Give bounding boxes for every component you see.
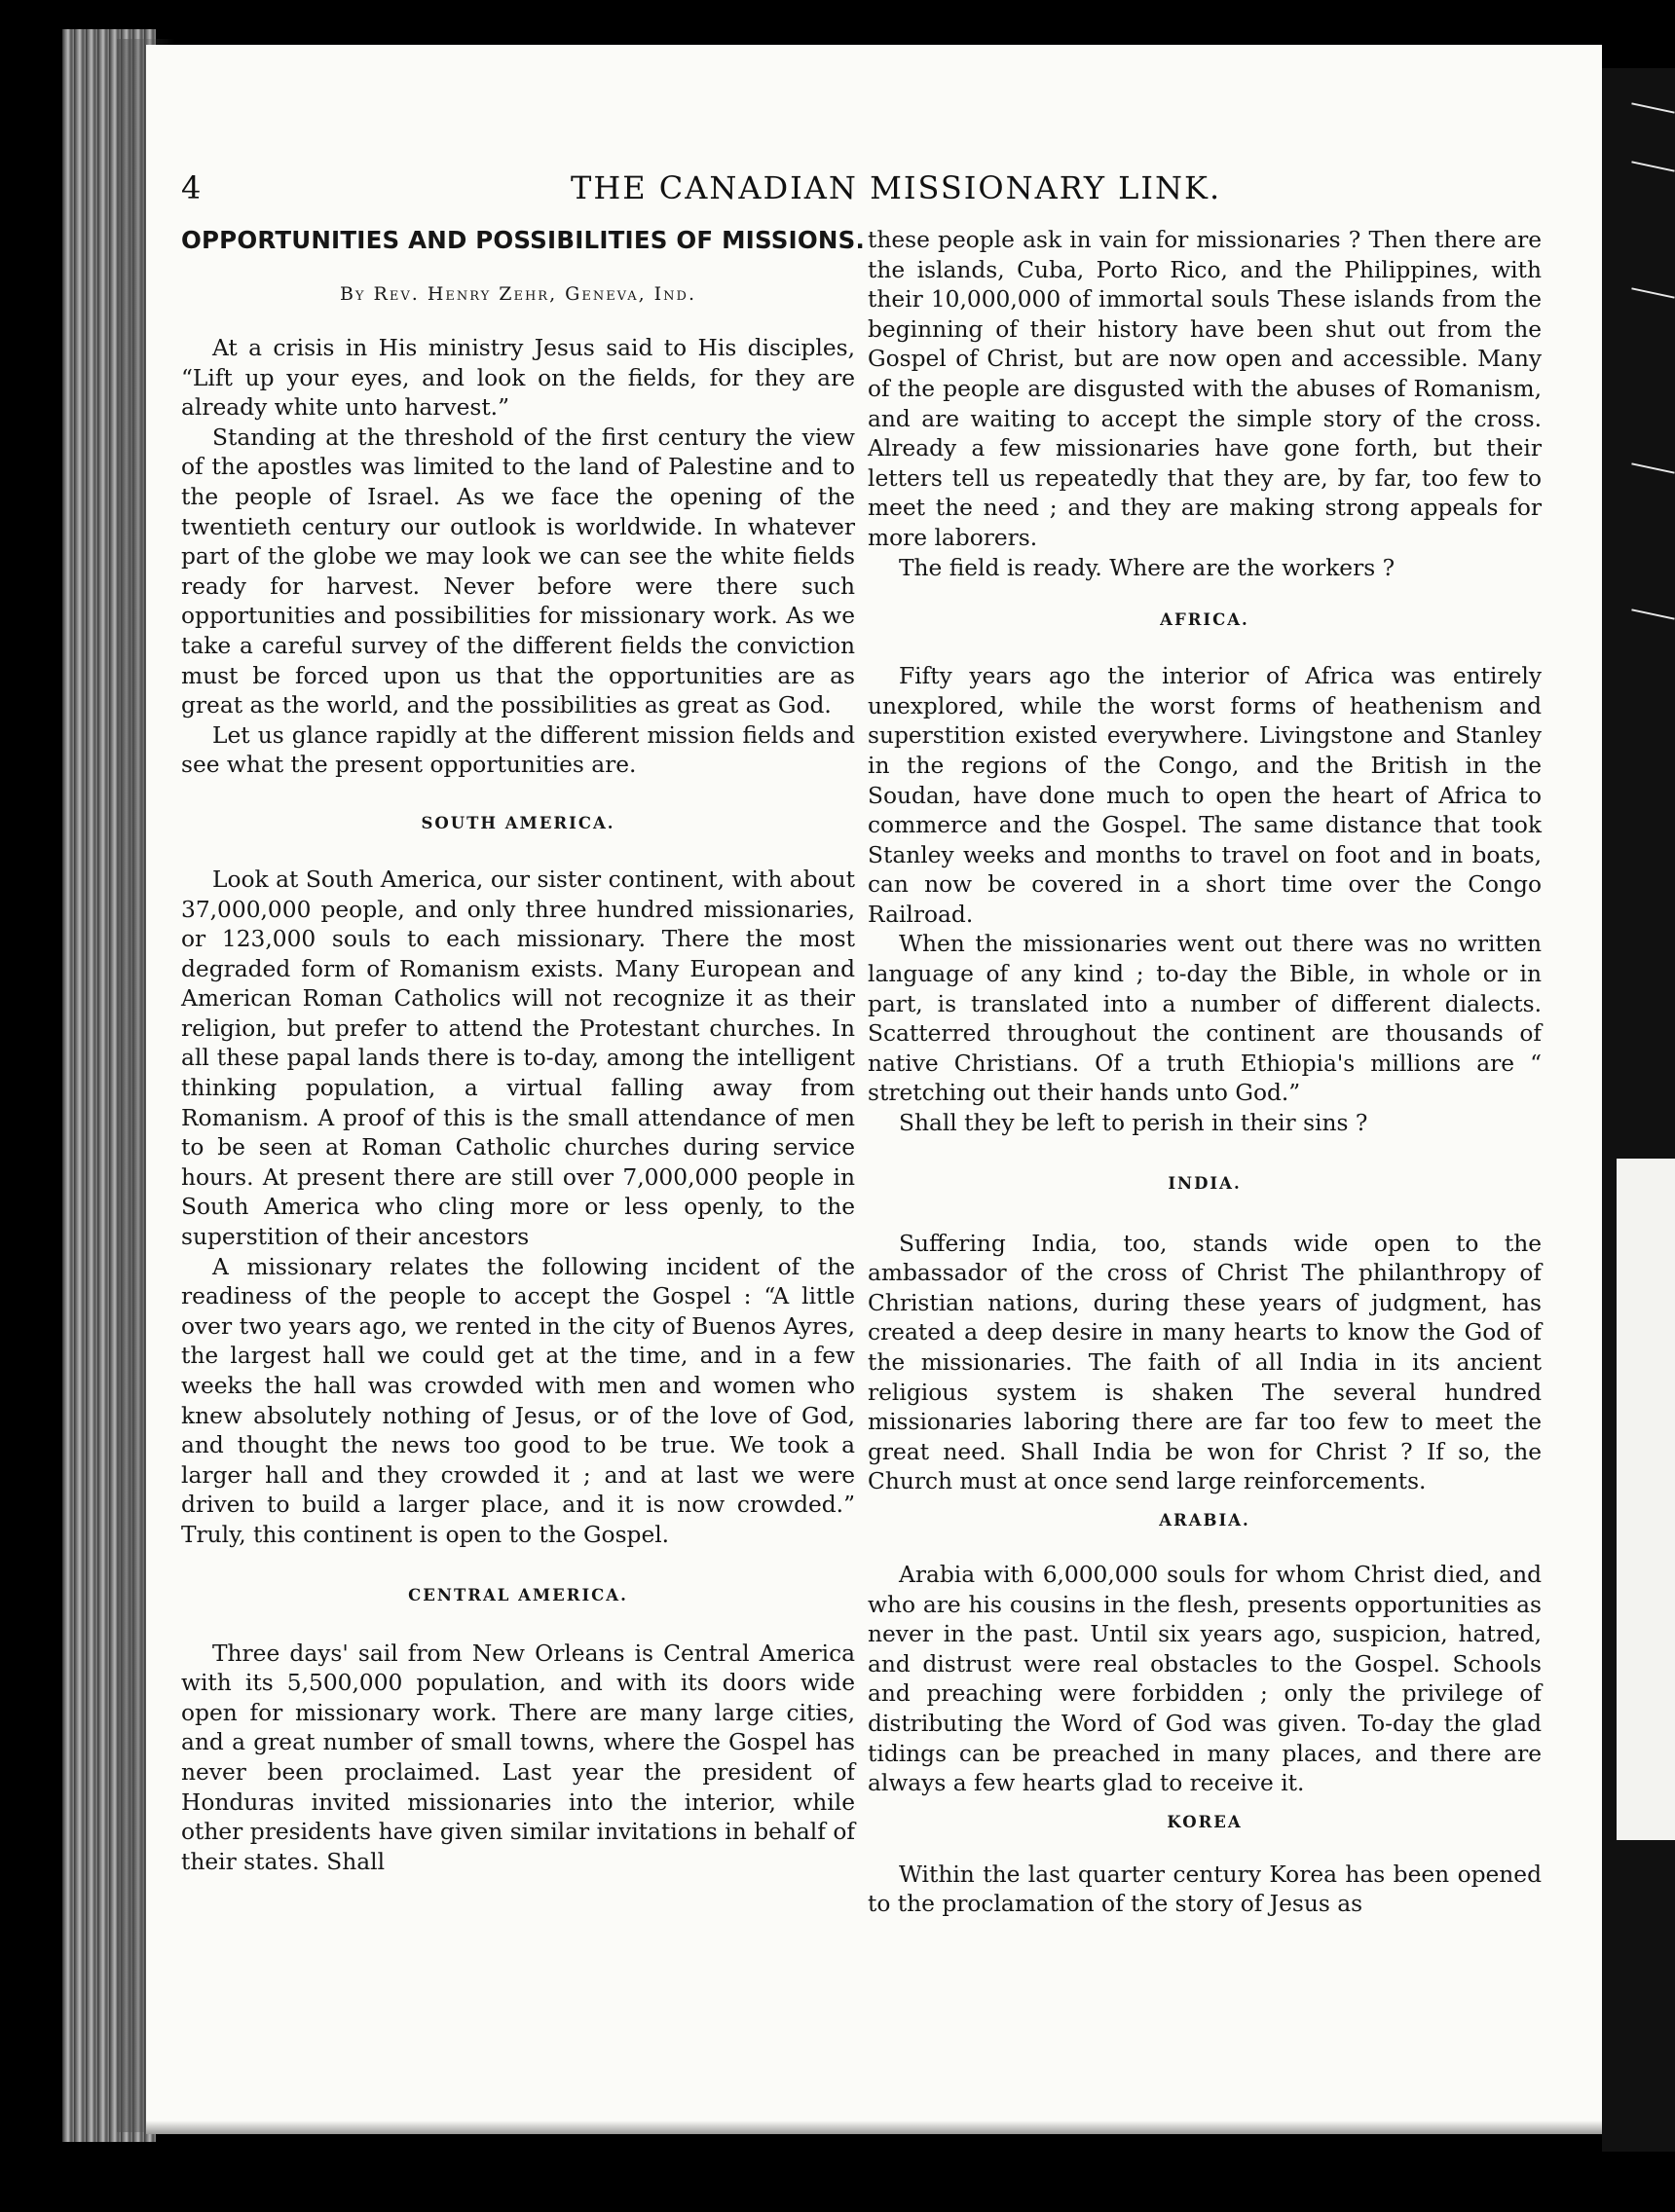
section-heading-south-america: SOUTH AMERICA. [421, 813, 615, 832]
article-byline: By Rev. Henry Zehr, Geneva, Ind. [339, 283, 697, 305]
section-heading-india: INDIA. [1168, 1173, 1242, 1193]
intro-paragraph-1: At a crisis in His ministry Jesus said to His disciples, “Lift up your eyes, and look on the fields, for they are already white unto harvest.” [181, 335, 855, 422]
running-head [181, 169, 1545, 218]
intro-paragraph-3: Let us glance rapidly at the different mission fields and see what the present opportunities are. [181, 721, 855, 779]
south-america-paragraph-2: A missionary relates the following incident of the readiness of the people to accept the Gospel : “A little over two years ago, we rented in the city of Buenos Ayres, the largest hall we could get at the time, and in a few weeks the hall was crowded with men and women who knew absolutely nothing of Jesus, or of the love of God, and thought the news too good to be true. We took a larger hall and they crowded it ; and at last we were driven to build a larger place, and it is now crowded.” Truly, this continent is open to the Gospel. [181, 1253, 855, 1548]
india-paragraph-1: Suffering India, too, stands wide open to the ambassador of the cross of Christ The philanthropy of Christian nations, during these years of judgment, has created a deep desire in many hearts to know the God of the missionaries. The faith of all India in its ancient religious system is shaken The several hundred missionaries laboring there are far too few to meet the great need. Shall India be won for Christ ? If so, the Church must at once send large reinforcements. [868, 1230, 1542, 1495]
section-heading-arabia: ARABIA. [1159, 1510, 1250, 1530]
section-heading-africa: AFRICA. [1160, 610, 1249, 630]
section-heading-korea: KOREA [1167, 1812, 1243, 1831]
africa-paragraph-1: Fifty years ago the interior of Africa was entirely unexplored, while the worst forms of heathenism and superstition existed everywhere. Livingstone and Stanley in the regions of the Congo, and the British in the Soudan, have done much to open the heart of Africa to commerce and the Gospel. The same distance that took Stanley weeks and months to travel on foot and in boats, can now be covered in a short time over the Congo Railroad. [868, 663, 1542, 928]
page-bottom-shadow [146, 2120, 1602, 2134]
arabia-paragraph-1: Arabia with 6,000,000 souls for whom Christ died, and who are his cousins in the flesh, presents opportunities as never in the past. Until six years ago, suspicion, hatred, and distrust were real obstacles to the Gospel. Schools and preaching were forbidden ; only the privilege of distributing the Word of God was given. To-day the glad tidings can be preached in many places, and there are always a few hearts glad to receive it. [868, 1561, 1542, 1797]
africa-paragraph-3: Shall they be left to perish in their sins ? [899, 1110, 1368, 1137]
facing-page-strip [1617, 1159, 1675, 1840]
korea-paragraph-1: Within the last quarter century Korea has been opened to the proclamation of the story of Jesus as [868, 1861, 1542, 1918]
section-heading-central-america: CENTRAL AMERICA. [408, 1585, 628, 1604]
central-america-paragraph-2: these people ask in vain for missionaries ? Then there are the islands, Cuba, Porto Rico, and the Philippines, with their 10,000,000 of immortal souls These islands from the beginning of their history have been shut out from the Gospel of Christ, but are now open and accessible. Many of the people are disgusted with the abuses of Romanism, and are waiting to accept the simple story of the cross. Already a few missionaries have gone forth, but their letters tell us repeatedly that they are, by far, too few to meet the need ; and they are making strong appeals for more laborers. [868, 227, 1542, 551]
right-column [868, 226, 1542, 1920]
intro-paragraph-2: Standing at the threshold of the first century the view of the apostles was limited to the land of Palestine and to the people of Israel. As we face the opening of the twentieth century our outlook is worldwide. In whatever part of the globe we may look we can see the white fields ready for harvest. Never before were there such opportunities and possibilities for missionary work. As we take a careful survey of the different fields the conviction must be forced upon us that the opportunities are as great as the world, and the possibilities as great as God. [181, 424, 855, 719]
article-title: OPPORTUNITIES AND POSSIBILITIES OF MISSIONS. [181, 226, 865, 254]
south-america-paragraph-1: Look at South America, our sister continent, with about 37,000,000 people, and only three hundred missionaries, or 123,000 souls to each missionary. There the most degraded form of Romanism exists. Many European and American Roman Catholics will not recognize it as their religion, but prefer to attend the Protestant churches. In all these papal lands there is to-day, among the intelligent thinking population, a virtual falling away from Romanism. A proof of this is the small attendance of men to be seen at Roman Catholic churches during service hours. At present there are still over 7,000,000 people in South America who cling more or less openly, to the superstition of their ancestors [181, 866, 855, 1251]
page-number: 4 [181, 169, 204, 206]
journal-title: THE CANADIAN MISSIONARY LINK. [571, 169, 1222, 206]
central-america-paragraph-3: The field is ready. Where are the workers ? [899, 554, 1396, 581]
central-america-paragraph-1: Three days' sail from New Orleans is Central America with its 5,500,000 population, and with its doors wide open for missionary work. There are many large cities, and a great number of small towns, where the Gospel has never been proclaimed. Last year the president of Honduras invited missionaries into the interior, while other presidents have given similar invitations in behalf of their states. Shall [181, 1640, 855, 1875]
africa-paragraph-2: When the missionaries went out there was no written language of any kind ; to-day the Bible, in whole or in part, is translated into a number of different dialects. Scatterred throughout the continent are thousands of native Christians. Of a truth Ethiopia's millions are “ stretching out their hands unto God.” [868, 931, 1542, 1107]
left-column [181, 226, 865, 1877]
